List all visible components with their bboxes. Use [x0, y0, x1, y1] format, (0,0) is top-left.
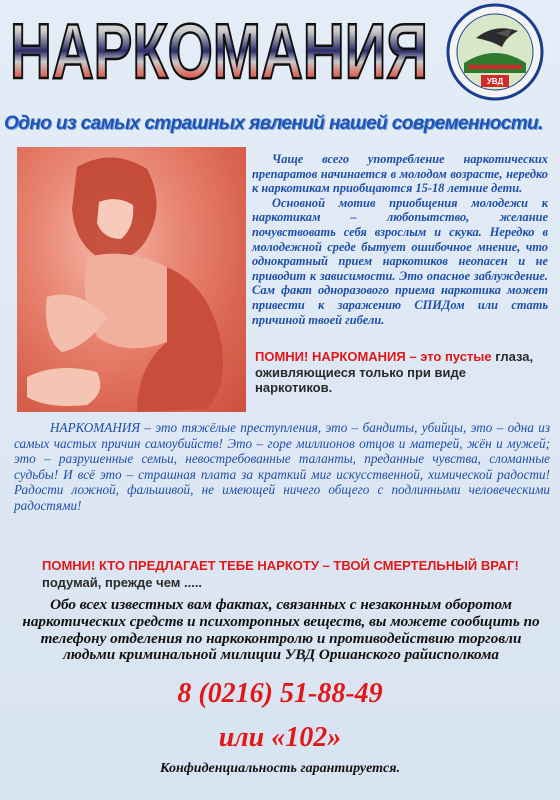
phone-number: 8 (0216) 51-88-49	[177, 678, 383, 709]
confidentiality-note: Конфиденциальность гарантируется.	[160, 761, 400, 776]
remember-note-dark: глаза, оживляющиеся только при виде наркотиков.	[255, 349, 534, 395]
subtitle: Одно из самых страшных явлений нашей современности.	[4, 113, 543, 134]
intro-paragraph-2: Основной мотив приобщения молодежи к наркотикам – любопытство, желание почувствовать себя взрослым и скука. Нередко в молодежной среде бытует ошибочное мнение, что однократный прием наркотиков неопасен и не приводит к зависимости. Это опасное заблуждение. Сам факт одноразового приема наркотика может привести к заражению СПИДом или стать причиной твоей гибели.	[252, 195, 548, 327]
remember-note-red: ПОМНИ! НАРКОМАНИЯ – это пустые	[255, 349, 492, 364]
warning-note-red: ПОМНИ! КТО ПРЕДЛАГАЕТ ТЕБЕ НАРКОТУ – ТВОЙ СМЕРТЕЛЬНЫЙ ВРАГ!	[42, 558, 519, 573]
warning-note	[42, 557, 552, 591]
report-info: Обо всех известных вам фактах, связанных с незаконным оборотом наркотических средств и психотропных веществ, вы можете сообщить по телефону отделения по наркоконтролю и противодействию торговли людьми криминальной милиции УВД Оршанского райисполкома	[22, 596, 540, 664]
intro-paragraph-1: Чаще всего употребление наркотических препаратов начинается в молодом возрасте, нередко к наркотикам приобщаются 15-18 летние дети.	[252, 152, 548, 196]
intro-text	[252, 152, 548, 327]
addict-photo	[17, 147, 246, 412]
alternate-phone: или «102»	[218, 722, 342, 753]
remember-note	[255, 349, 545, 396]
poster-title	[4, 4, 434, 100]
title-text: НАРКОМАНИЯ	[10, 7, 428, 95]
police-emblem-icon	[446, 3, 544, 101]
warning-note-dark: подумай, прежде чем .....	[42, 575, 203, 590]
body-paragraph: НАРКОМАНИЯ – это тяжёлые преступления, это – бандиты, убийцы, это – одна из самых частых причин самоубийств! Это – горе миллионов отцов и матерей, жён и мужей; это – разрушенные семьи, невостребованные таланты, преданные чувства, сломанные судьбы! И всё это – страшная плата за краткий миг искусственной, химической радости! Радости ложной, фальшивой, не имеющей ничего общего с подлинными человеческими радостями!	[14, 420, 550, 513]
emblem-badge-text: УВД	[486, 77, 504, 86]
